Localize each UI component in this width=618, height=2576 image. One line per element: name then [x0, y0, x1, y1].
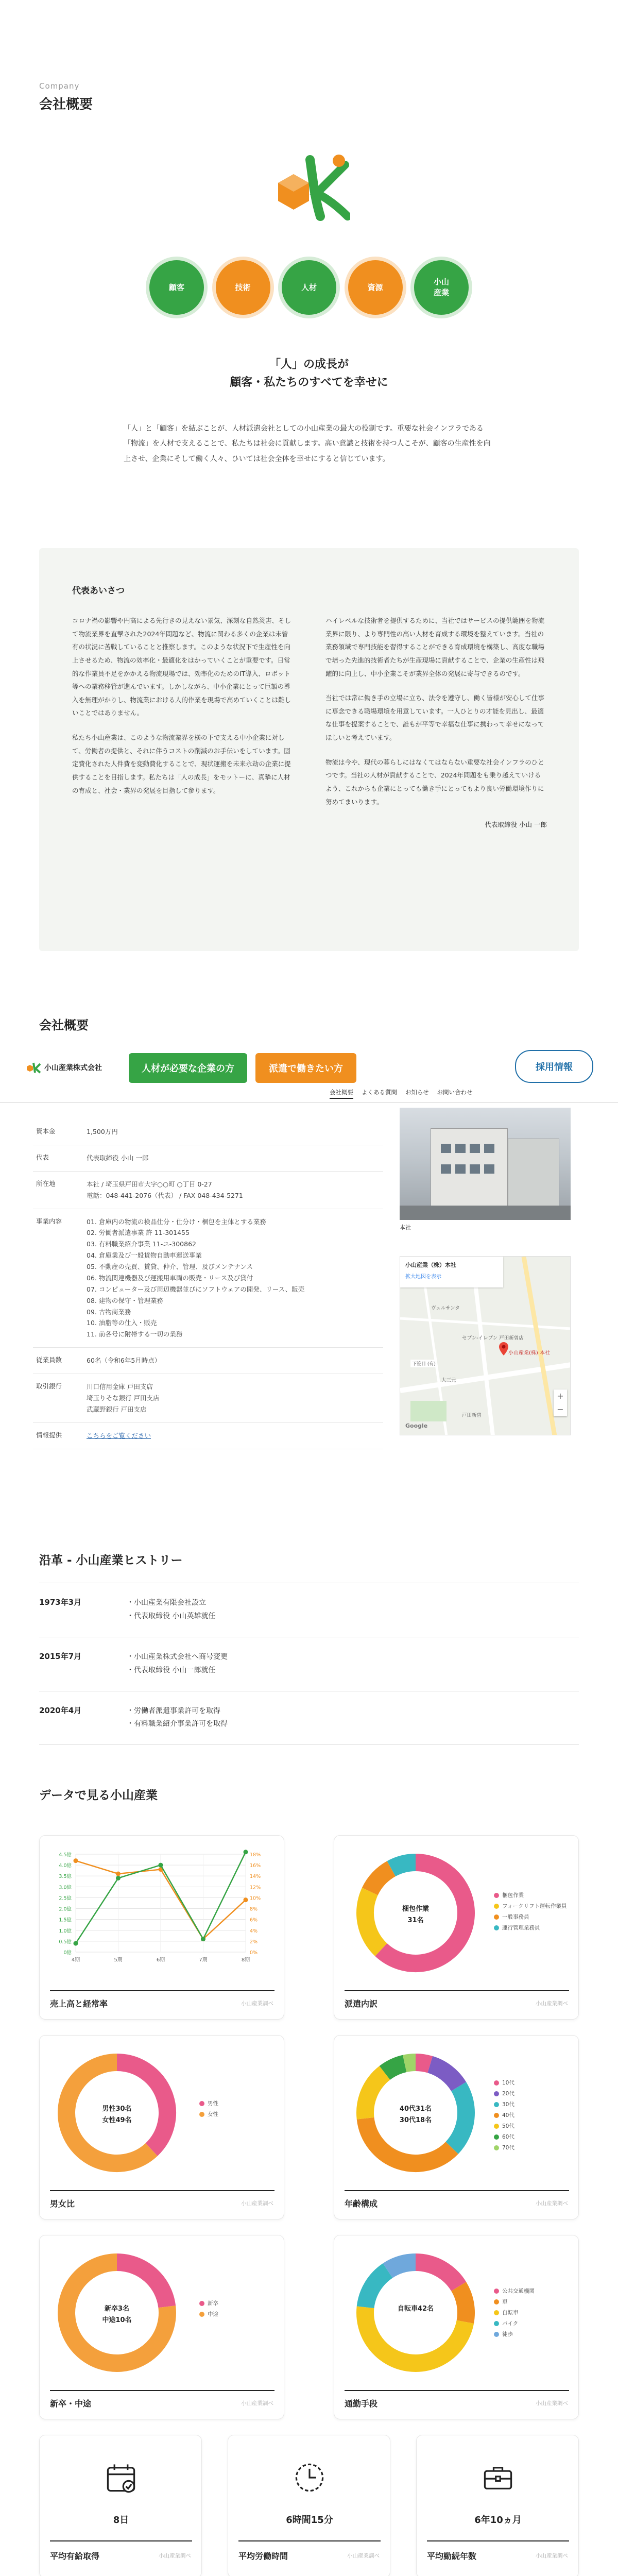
donut-center — [79, 2075, 154, 2150]
chart-title: 新卒・中途 — [50, 2399, 92, 2409]
donut-center-label: 男性30名 — [102, 2105, 132, 2113]
legend-entry: 運行管理業務員 — [494, 1924, 566, 1931]
overview-row — [33, 1423, 383, 1449]
greeting-signature: 代表取締役 小山 一郎 — [485, 821, 547, 829]
legend-entry: 自転車 — [494, 2309, 535, 2316]
section-en-label: Company — [39, 81, 80, 91]
nav-item-news[interactable]: お知らせ — [405, 1089, 429, 1096]
legend-swatch — [199, 2301, 204, 2306]
legend-swatch — [494, 2299, 499, 2304]
stat-title: 平均労働時間 — [238, 2551, 288, 2561]
photo-caption: 本社 — [400, 1224, 411, 1231]
greeting-paragraph: 物流は今や、現代の暮らしにはなくてはならない重要な社会インフラのひとつです。当社の人材が貢献することで、2024年問題をも乗り越えていけるよう、これからも企業にとっても働き手にとってもより良い労働環境作りに努めてまいります。 — [325, 758, 544, 806]
map-info-box: 小山産業（株）本社 拡大地図を表示 — [400, 1257, 503, 1287]
overview-value-line: 10. 油脂等の仕入・販売 — [87, 1319, 157, 1327]
info-provision-link[interactable]: こちらをご覧ください — [87, 1431, 151, 1439]
chart-divider — [345, 2390, 569, 2391]
overview-value-line: 05. 不動産の売買、賃貸、仲介、管理、及びメンテナンス — [87, 1263, 253, 1270]
history-row — [39, 1637, 579, 1691]
legend-swatch — [494, 1904, 499, 1909]
chart-card — [334, 1835, 579, 2020]
history-item: ・代表取締役 小山一郎就任 — [127, 1666, 216, 1674]
legend-entry: 女性 — [199, 2110, 218, 2118]
line-chart — [40, 1836, 285, 1985]
y-right-tick: 10% — [250, 1895, 261, 1902]
y-right-tick: 0% — [250, 1950, 258, 1956]
legend-swatch — [494, 2124, 499, 2129]
map-label: セブン-イレブン 戸田新曽店 — [462, 1335, 524, 1341]
client-button[interactable]: 人材が必要な企業の方 — [129, 1053, 247, 1083]
overview-value-line: 武蔵野銀行 戸田支店 — [87, 1405, 147, 1413]
chart-divider — [345, 2190, 569, 2191]
stat-title: 平均有給取得 — [50, 2551, 100, 2561]
chart-divider — [345, 1990, 569, 1991]
overview-value-line: 03. 有料職業紹介事業 11-ユ-300862 — [87, 1240, 196, 1248]
data-point — [116, 1872, 121, 1876]
briefcase-icon — [482, 2461, 514, 2494]
y-left-tick: 2.0億 — [59, 1906, 72, 1912]
donut-slice — [416, 2062, 430, 2064]
overview-key: 代表 — [36, 1153, 49, 1161]
donut-center-label: 梱包作業 — [402, 1905, 430, 1913]
legend-entry: 50代 — [494, 2122, 514, 2130]
y-right-tick: 4% — [250, 1928, 258, 1934]
y-left-tick: 1.0億 — [59, 1928, 72, 1934]
y-left-tick: 0億 — [63, 1950, 72, 1956]
y-right-tick: 18% — [250, 1852, 261, 1858]
legend-entry: 一般事務員 — [494, 1913, 566, 1921]
map-pin-icon — [499, 1342, 508, 1355]
legend-entry: 梱包作業 — [494, 1891, 566, 1899]
value-circle: 顧客 — [149, 260, 204, 315]
overview-value-line: 川口信用金庫 戸田支店 — [87, 1383, 153, 1391]
nav-item-faq[interactable]: よくある質問 — [362, 1089, 397, 1096]
donut-slice — [405, 2062, 416, 2063]
chart-legend — [494, 2287, 535, 2341]
overview-value-line: 08. 建物の保守・管理業務 — [87, 1296, 163, 1304]
company-logo-mark — [273, 149, 350, 227]
overview-value-line: 04. 倉庫業及び一般貨物自動車運送事業 — [87, 1251, 202, 1260]
overview-row — [33, 1145, 383, 1172]
stat-divider — [427, 2540, 569, 2541]
donut-slice — [452, 2087, 466, 2148]
sub-nav — [330, 1088, 473, 1099]
donut-chart — [40, 2036, 285, 2185]
overview-row — [33, 1374, 383, 1423]
data-point — [74, 1941, 78, 1946]
chart-legend — [494, 1891, 566, 1935]
chart-source: 小山産業調べ — [241, 2400, 273, 2406]
chart-card — [334, 2035, 579, 2219]
donut-slice — [459, 2286, 466, 2322]
greeting-title: 代表あいさつ — [72, 586, 125, 596]
y-left-tick: 2.5億 — [59, 1895, 72, 1902]
legend-entry: 中途 — [199, 2310, 218, 2318]
legend-swatch — [199, 2101, 204, 2106]
y-right-tick: 2% — [250, 1939, 258, 1945]
donut-center-label: 31名 — [407, 1917, 424, 1924]
stat-card — [416, 2435, 579, 2576]
overview-value-line: 07. コンピューター及び周辺機器並びにソフトウェアの開発、リース、販売 — [87, 1285, 305, 1293]
map-label: 戸田新曽 — [462, 1413, 482, 1418]
value-circle: 資源 — [348, 260, 403, 315]
greeting-paragraph: コロナ禍の影響や円高による先行きの見えない景気、深刻な自然災害、そして物流業界を直撃された2024年問題など、物流に関わる多くの企業は未曾有の状況に苦戦していることと推察します。このような状況下で生産性を向上させるため、物流の効率化・最適化をはかっていくことが重要です。日常的な作業員不足をかかえる物流現場では、効率化のためのIT導入、ロボット等への業務移管が進んでいます。しかしながら、中小企業にとって巨額の導入を無理がかりし、物流業における人的作業を現場で高めていくことは難しいことではありません。 — [72, 617, 291, 717]
legend-swatch — [199, 2112, 204, 2117]
history-year: 2020年4月 — [39, 1705, 82, 1715]
chart-legend — [494, 2079, 514, 2155]
donut-center-label: 40代31名 — [399, 2105, 432, 2113]
donut-slice — [391, 1862, 416, 1869]
overview-row — [33, 1348, 383, 1374]
y-left-tick: 3.0億 — [59, 1885, 72, 1891]
overview-value — [87, 1423, 383, 1449]
data-point — [244, 1850, 248, 1854]
building-photo — [400, 1108, 571, 1220]
overview-value-line: 代表取締役 小山 一郎 — [87, 1154, 149, 1162]
stat-source: 小山産業調べ — [347, 2553, 380, 2559]
chart-divider — [50, 1990, 274, 1991]
overview-value — [87, 1145, 383, 1171]
data-point — [244, 1897, 248, 1902]
history-list — [39, 1583, 579, 1745]
donut-center-label: 女性49名 — [102, 2116, 132, 2124]
stat-value: 6時間15分 — [286, 2515, 333, 2526]
logo-icon — [26, 1061, 41, 1074]
donut-chart — [40, 2235, 285, 2385]
legend-entry: 徒歩 — [494, 2330, 535, 2338]
history-item: ・代表取締役 小山英雄就任 — [127, 1612, 216, 1620]
chart-title: 年齢構成 — [345, 2199, 378, 2209]
overview-value-line: 02. 労働者派遣事業 許 11-301455 — [87, 1229, 190, 1237]
data-point — [74, 1858, 78, 1863]
overview-value — [87, 1374, 383, 1422]
history-items — [127, 1705, 228, 1732]
value-circle: 人材 — [282, 260, 336, 315]
overview-value — [87, 1348, 383, 1374]
history-row — [39, 1691, 579, 1745]
overview-row — [33, 1209, 383, 1348]
stat-divider — [238, 2540, 381, 2541]
greeting-paragraph: 私たち小山産業は、このような物流業界を横の下で支える中小企業に対して、労働者の提供と、それに伴うコストの削減のお手伝いをしています。固定費化された人件費を変動費化することで、現状運搬を未来永劫の企業に提供することを目指します。私たちは「人の成長」をモットーに、真摯に人材の育成と、社会・業界の発展を目指して参ります。 — [72, 734, 291, 794]
legend-swatch — [494, 2080, 499, 2086]
overview-value-line: 11. 前各号に附帯する一切の業務 — [87, 1330, 183, 1338]
greeting-paragraph: 当社では常に働き手の立場に立ち、法令を遵守し、働く皆様が安心して仕事に専念できる職場環境を用意しています。一人ひとりの才能を見出し、最適な仕事を提案することで、誰もが平等で幸福な仕事に携わって幸せになってほしいと考えています。 — [325, 694, 545, 741]
x-tick-label: 4期 — [71, 1957, 80, 1963]
history-year: 1973年3月 — [39, 1598, 82, 1607]
overview-value — [87, 1119, 383, 1145]
stat-source: 小山産業調べ — [536, 2553, 568, 2559]
chart-source: 小山産業調べ — [536, 2001, 568, 2007]
overview-key: 資本金 — [36, 1127, 56, 1135]
x-tick-label: 5期 — [114, 1957, 123, 1963]
history-item: ・労働者派遣事業許可を取得 — [127, 1706, 220, 1715]
history-item: ・小山産業株式会社へ商号変更 — [127, 1652, 228, 1661]
donut-center — [378, 2275, 453, 2350]
stat-card — [39, 2435, 202, 2576]
overview-title: 会社概要 — [39, 1018, 89, 1032]
donut-slice — [385, 2063, 405, 2073]
chart-divider — [50, 2390, 274, 2391]
legend-swatch — [494, 2113, 499, 2118]
chart-source: 小山産業調べ — [536, 2400, 568, 2406]
history-year: 2015年7月 — [39, 1651, 82, 1661]
data-point — [116, 1876, 121, 1880]
legend-entry: 20代 — [494, 2090, 514, 2097]
value-circle: 小山 産業 — [414, 260, 469, 315]
overview-row — [33, 1172, 383, 1209]
legend-swatch — [494, 2321, 499, 2326]
overview-row — [33, 1119, 383, 1145]
overview-value-line: 電話：048-441-2076（代表） / FAX 048-434-5271 — [87, 1191, 243, 1199]
legend-swatch — [494, 1925, 499, 1930]
chart-card — [39, 2235, 284, 2419]
legend-swatch — [494, 2091, 499, 2096]
stat-card — [228, 2435, 390, 2576]
y-right-tick: 12% — [250, 1885, 261, 1891]
overview-value-line: 埼玉りそな銀行 戸田支店 — [87, 1394, 160, 1402]
tagline: 「人」の成長が 顧客・私たちのすべてを幸せに — [230, 358, 388, 389]
chart-source: 小山産業調べ — [241, 2001, 273, 2007]
chart-source: 小山産業調べ — [241, 2200, 273, 2207]
history-row — [39, 1583, 579, 1637]
x-tick-label: 8期 — [241, 1957, 250, 1963]
overview-table — [33, 1119, 383, 1449]
stat-value: 6年10ヵ月 — [474, 2515, 522, 2526]
history-item: ・小山産業有限会社設立 — [127, 1599, 206, 1607]
overview-value-line: 09. 古物商業務 — [87, 1308, 131, 1316]
value-circle: 技術 — [216, 260, 270, 315]
legend-entry: 新卒 — [199, 2299, 218, 2307]
donut-center-label: 新卒3名 — [104, 2305, 130, 2313]
nav-item-overview[interactable]: 会社概要 — [330, 1088, 353, 1099]
overview-value-line: 01. 倉庫内の物流の検品仕分・仕分け・梱包を主体とする業務 — [87, 1217, 266, 1226]
legend-entry: 公共交通機関 — [494, 2287, 535, 2295]
donut-chart — [334, 2235, 579, 2385]
legend-swatch — [494, 2134, 499, 2140]
map-label: ヴェルサンタ — [431, 1306, 460, 1311]
intro-text: 「人」と「顧客」を結ぶことが、人材派遣会社としての小山産業の最大の役割です。重要な社会インフラである「物流」を人材で支えることで、私たちは社会に貢献します。高い意識と技術を持つ人こそが、顧客の生産性を向上させ、企業にそして働く人々、ひいては社会全体を幸せにすると信じています。 — [124, 425, 491, 463]
donut-slice — [388, 2262, 416, 2270]
overview-value — [87, 1209, 383, 1348]
chart-title: 派遣内訳 — [345, 1999, 378, 2009]
x-tick-label: 7期 — [199, 1957, 208, 1963]
y-left-tick: 4.5億 — [59, 1852, 72, 1858]
map-pin-label: 小山産業(株) 本社 — [508, 1350, 550, 1356]
chart-legend — [199, 2099, 218, 2121]
chart-title: 売上高と経常率 — [50, 1999, 108, 2009]
chart-legend — [199, 2299, 218, 2321]
legend-swatch — [199, 2312, 204, 2317]
chart-card — [39, 1835, 284, 2020]
calendar-icon — [105, 2461, 138, 2494]
page-title: 会社概要 — [39, 97, 93, 112]
legend-swatch — [494, 1914, 499, 1920]
stat-title: 平均勤続年数 — [427, 2551, 477, 2561]
y-left-tick: 4.0億 — [59, 1863, 72, 1869]
y-left-tick: 0.5億 — [59, 1939, 72, 1945]
legend-swatch — [494, 1893, 499, 1898]
overview-value — [87, 1172, 383, 1209]
history-items — [127, 1597, 215, 1623]
header-logo[interactable]: 小山産業株式会社 — [26, 1061, 102, 1074]
nav-item-contact[interactable]: お問い合わせ — [437, 1089, 473, 1096]
worker-button[interactable]: 派遣で働きたい方 — [255, 1053, 356, 1083]
map-enlarge-link[interactable]: 拡大地図を表示 — [405, 1274, 441, 1280]
chart-card — [39, 2035, 284, 2219]
legend-entry: 70代 — [494, 2144, 514, 2151]
greeting-panel — [39, 548, 579, 951]
overview-value-line: 1,500万円 — [87, 1128, 118, 1136]
data-point — [201, 1937, 205, 1941]
y-right-tick: 8% — [250, 1906, 258, 1912]
legend-entry: バイク — [494, 2319, 535, 2327]
values-row — [149, 260, 469, 315]
y-right-tick: 6% — [250, 1917, 258, 1923]
legend-swatch — [494, 2332, 499, 2337]
legend-entry: 10代 — [494, 2079, 514, 2087]
chart-title: 男女比 — [50, 2199, 75, 2209]
chart-title: 通勤手段 — [345, 2399, 378, 2409]
y-left-tick: 3.5億 — [59, 1874, 72, 1880]
map-zoom-control[interactable]: + − — [554, 1389, 567, 1416]
donut-center-label: 自転車42名 — [397, 2305, 434, 2313]
y-right-tick: 14% — [250, 1874, 261, 1880]
x-tick-label: 6期 — [156, 1957, 165, 1963]
map-embed[interactable] — [400, 1256, 571, 1435]
donut-center-label: 30代18名 — [399, 2116, 432, 2124]
overview-key: 所在地 — [36, 1179, 56, 1188]
overview-key: 事業内容 — [36, 1217, 62, 1225]
donut-slice — [365, 1891, 381, 1950]
google-logo: Google — [405, 1422, 428, 1429]
recruit-button[interactable]: 採用情報 — [515, 1050, 593, 1083]
y-right-tick: 16% — [250, 1863, 261, 1869]
overview-value-line: 60名（令和6年5月時点） — [87, 1357, 161, 1365]
legend-swatch — [494, 2102, 499, 2107]
greeting-paragraph: ハイレベルな技術者を提供するために、当社ではサービスの提供範囲を物流業界に限り、より専門性の高い人材を育成する環境を整えています。当社の業務領域で専門技能を習得することができる育成環境を構築し、高度な職場で培った先進的技術者たちが生産現場に貢献することで、企業の生産性は飛躍的に向上し、中小企業こそが業界全体の発展に寄与できるのです。 — [325, 617, 545, 677]
overview-value-line: 本社 / 埼玉県戸田市大字○○町 ○丁目 0-27 — [87, 1180, 212, 1188]
donut-center — [378, 1875, 453, 1951]
y-left-tick: 1.5億 — [59, 1917, 72, 1923]
legend-entry: フォークリフト運転作業員 — [494, 1902, 566, 1910]
legend-entry: 30代 — [494, 2100, 514, 2108]
legend-swatch — [494, 2310, 499, 2315]
history-title: 沿革 - 小山産業ヒストリー — [39, 1554, 183, 1567]
history-item: ・有料職業紹介事業許可を取得 — [127, 1720, 228, 1728]
legend-entry: 車 — [494, 2298, 535, 2306]
legend-entry: 40代 — [494, 2111, 514, 2119]
data-point — [159, 1863, 163, 1868]
map-label: 大三元 — [441, 1378, 456, 1383]
greeting-left — [72, 614, 294, 808]
map-label: 下笹目 (有) — [410, 1360, 437, 1367]
stat-source: 小山産業調べ — [159, 2553, 191, 2559]
legend-entry: 男性 — [199, 2099, 218, 2107]
overview-key: 情報提供 — [36, 1431, 62, 1439]
stat-divider — [50, 2540, 192, 2541]
chart-source: 小山産業調べ — [536, 2200, 568, 2207]
donut-center — [378, 2075, 453, 2150]
chart-card — [334, 2235, 579, 2419]
data-title: データで見る小山産業 — [39, 1789, 158, 1802]
legend-swatch — [494, 2145, 499, 2150]
overview-value-line: 06. 物流関連機器及び運搬用車両の販売・リース及び貸付 — [87, 1274, 253, 1282]
donut-center — [79, 2275, 154, 2350]
legend-entry: 60代 — [494, 2133, 514, 2141]
overview-key: 取引銀行 — [36, 1382, 62, 1390]
clock-icon — [293, 2461, 326, 2494]
chart-divider — [50, 2190, 274, 2191]
legend-swatch — [494, 2289, 499, 2294]
stat-value: 8日 — [113, 2515, 129, 2526]
donut-center-label: 中途10名 — [102, 2316, 132, 2324]
history-items — [127, 1651, 228, 1677]
greeting-right — [325, 614, 547, 829]
overview-key: 従業員数 — [36, 1356, 62, 1364]
donut-chart — [334, 2036, 579, 2185]
